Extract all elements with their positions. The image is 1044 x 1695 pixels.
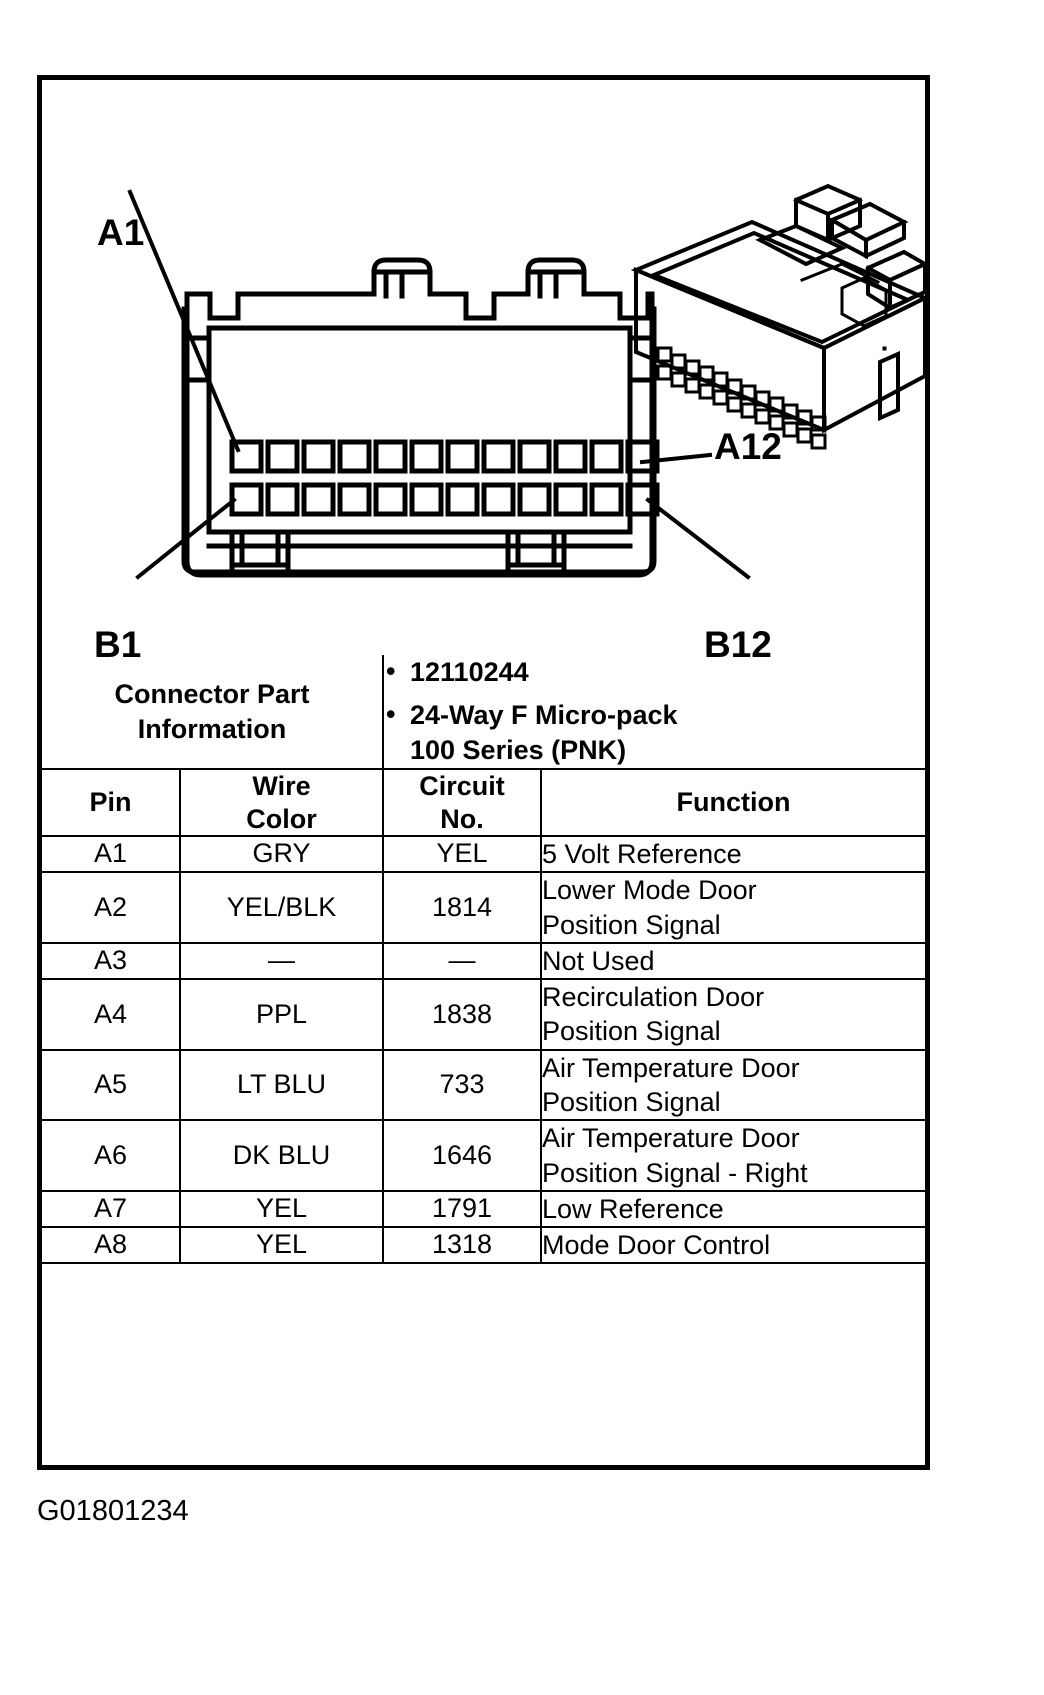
cpi-label-line1: Connector Part <box>114 679 310 710</box>
cell-function-line1: Air Temperature Door <box>542 1123 800 1154</box>
front-view-connector-body <box>184 260 657 575</box>
column-header-circuit-no-line1: Circuit <box>419 771 505 802</box>
cell-circuit-no: 1318 <box>383 1227 541 1263</box>
isometric-connector-icon <box>636 186 925 448</box>
cell-wire-color: LT BLU <box>180 1050 383 1121</box>
column-header-function <box>541 769 925 836</box>
connector-part-information-row <box>42 655 925 769</box>
column-header-wire-color-line1: Wire <box>252 771 311 802</box>
cell-function-line1: Not Used <box>542 945 655 976</box>
cell-function-line1: Lower Mode Door <box>542 875 757 906</box>
cell-wire-color: YEL <box>180 1191 383 1227</box>
cell-function-line2: Position Signal <box>542 909 721 940</box>
cpi-description-line2: 100 Series (PNK) <box>410 735 627 766</box>
table-row <box>42 1191 925 1227</box>
cell-pin: A6 <box>42 1120 180 1191</box>
cell-function <box>541 943 925 979</box>
bullet-icon: • <box>386 656 396 686</box>
table-header-row <box>42 769 925 836</box>
column-header-wire-color-line2: Color <box>246 803 317 834</box>
cell-pin: A7 <box>42 1191 180 1227</box>
connector-drawing-svg <box>42 80 925 655</box>
cell-pin: A3 <box>42 943 180 979</box>
table-row <box>42 836 925 872</box>
callout-label-b12: B12 <box>704 624 772 665</box>
cell-circuit-no: 1838 <box>383 979 541 1050</box>
cell-pin: A2 <box>42 872 180 943</box>
cell-pin: A8 <box>42 1227 180 1263</box>
cell-function <box>541 1120 925 1191</box>
cavity-row-a <box>232 442 657 471</box>
cell-circuit-no: 1791 <box>383 1191 541 1227</box>
figure-id-caption: G01801234 <box>37 1495 189 1527</box>
callout-label-a12: A12 <box>714 426 782 467</box>
cell-pin: A4 <box>42 979 180 1050</box>
column-header-pin <box>42 769 180 836</box>
cell-pin: A5 <box>42 1050 180 1121</box>
cell-function-line2: Position Signal - Right <box>542 1157 808 1188</box>
cell-function-line2: Position Signal <box>542 1087 721 1118</box>
cell-wire-color: — <box>180 943 383 979</box>
callout-label-b1: B1 <box>94 624 142 665</box>
cell-function-line2: Position Signal <box>542 1016 721 1047</box>
cell-wire-color: YEL/BLK <box>180 872 383 943</box>
connector-part-information-values <box>383 655 925 769</box>
cell-function <box>541 1191 925 1227</box>
cavity-row-b <box>232 485 657 514</box>
cell-function <box>541 1227 925 1263</box>
column-header-circuit-no-line2: No. <box>440 803 484 834</box>
cell-function <box>541 872 925 943</box>
cpi-part-number: 12110244 <box>410 657 529 687</box>
cell-wire-color: PPL <box>180 979 383 1050</box>
cpi-bullet-item-description <box>386 698 925 768</box>
cell-function-line1: Recirculation Door <box>542 982 765 1013</box>
column-header-circuit-no <box>383 769 541 836</box>
cpi-description-line1: 24-Way F Micro-pack <box>410 700 678 731</box>
cell-circuit-no: 1646 <box>383 1120 541 1191</box>
table-row <box>42 1120 925 1191</box>
table-row <box>42 943 925 979</box>
column-header-pin-label: Pin <box>89 787 132 818</box>
column-header-wire-color <box>180 769 383 836</box>
cell-function-line1: Mode Door Control <box>542 1230 771 1261</box>
cell-function <box>541 836 925 872</box>
cell-wire-color: YEL <box>180 1227 383 1263</box>
cell-circuit-no: 733 <box>383 1050 541 1121</box>
cell-circuit-no: YEL <box>383 836 541 872</box>
cell-circuit-no: — <box>383 943 541 979</box>
cell-circuit-no: 1814 <box>383 872 541 943</box>
cell-wire-color: GRY <box>180 836 383 872</box>
cell-function <box>541 1050 925 1121</box>
cell-pin: A1 <box>42 836 180 872</box>
table-row <box>42 1050 925 1121</box>
connector-part-information-label <box>42 655 383 769</box>
connector-figure-frame <box>37 75 930 1470</box>
cell-function-line1: Low Reference <box>542 1193 724 1224</box>
bullet-icon: • <box>386 699 396 730</box>
callout-label-a1: A1 <box>97 212 145 253</box>
connector-illustration <box>42 80 925 665</box>
connector-pinout-table <box>42 655 925 1264</box>
cell-wire-color: DK BLU <box>180 1120 383 1191</box>
table-row <box>42 872 925 943</box>
table-row <box>42 979 925 1050</box>
cell-function-line1: 5 Volt Reference <box>542 839 742 870</box>
cpi-bullet-list <box>384 655 925 768</box>
table-row <box>42 1227 925 1263</box>
column-header-function-label: Function <box>676 787 791 818</box>
cpi-label-line2: Information <box>137 713 287 744</box>
cell-function-line1: Air Temperature Door <box>542 1052 800 1083</box>
cpi-bullet-item-part-number <box>386 655 925 690</box>
cell-function <box>541 979 925 1050</box>
